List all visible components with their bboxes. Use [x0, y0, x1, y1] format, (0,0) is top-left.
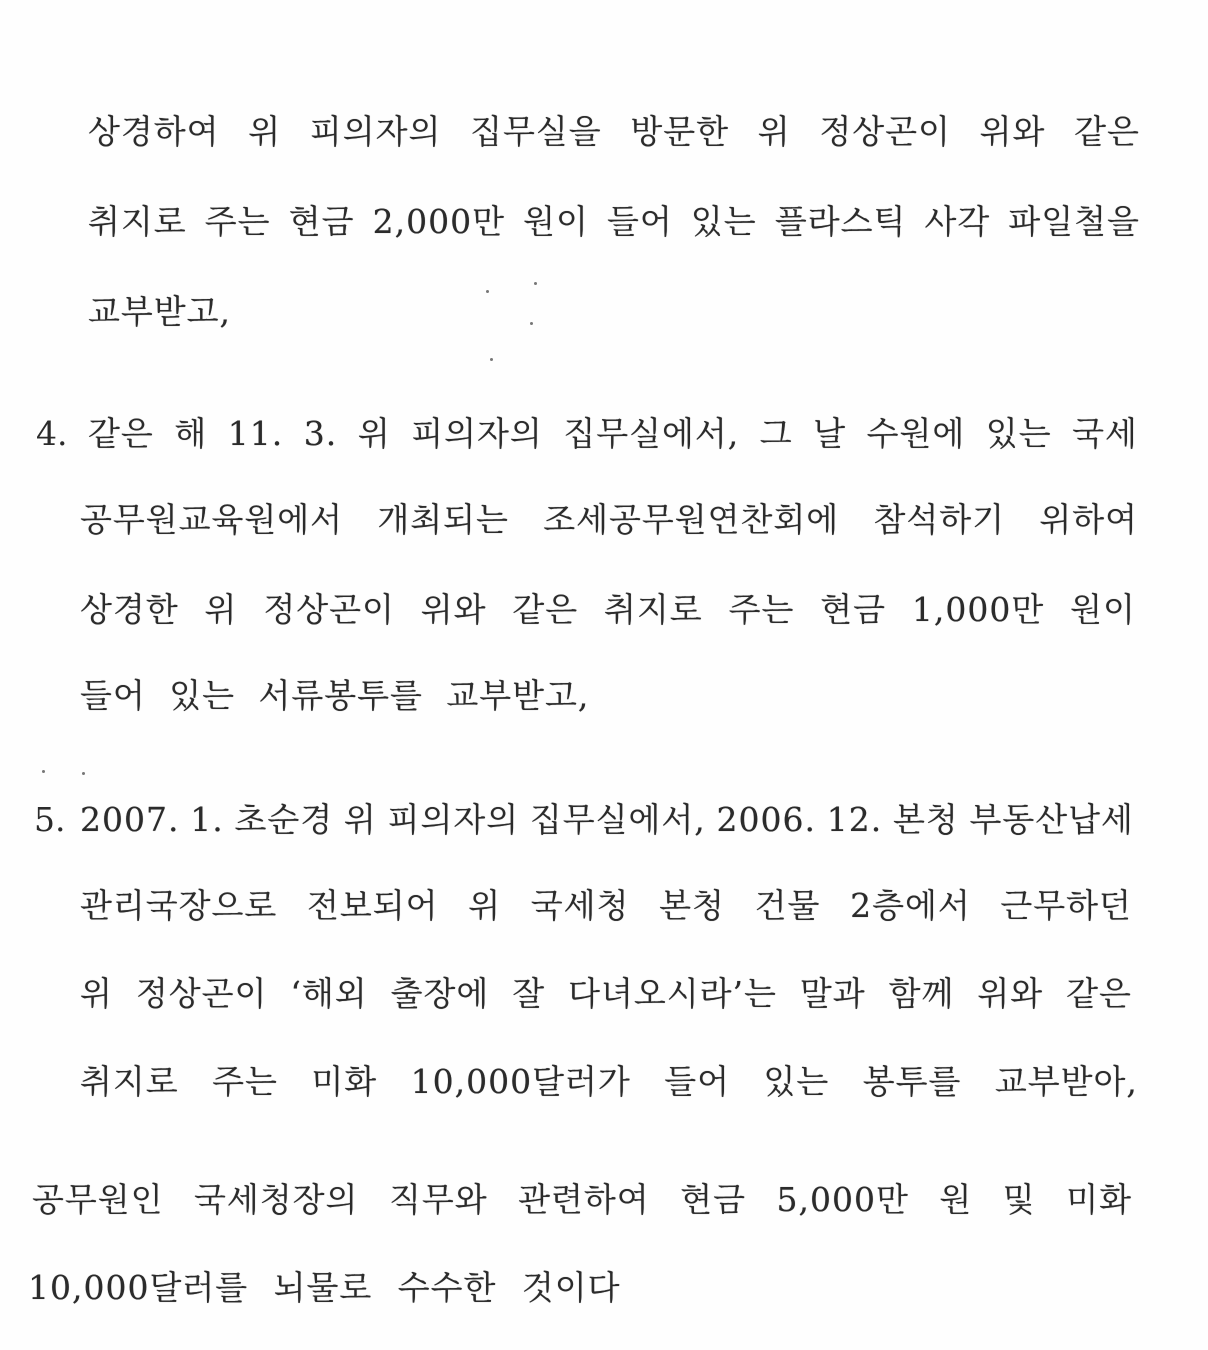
word: 5,000만: [776, 1180, 909, 1219]
word: 초순경: [234, 800, 334, 839]
item-4-line-1: [88, 414, 1138, 454]
word: 수원에: [866, 414, 966, 453]
word: 같은: [1066, 974, 1132, 1013]
paragraph-3-line-2: [88, 202, 1140, 242]
scan-speck: [42, 770, 45, 773]
word: 날: [813, 414, 847, 453]
word: 위: [204, 590, 238, 629]
conclusion-line-1: [32, 1180, 1132, 1220]
word: 원이: [523, 202, 589, 241]
item-5-line-2: [80, 886, 1132, 926]
word: 집무실에서,: [529, 800, 706, 839]
word: 2,000만: [372, 202, 505, 241]
word: 1.: [190, 800, 224, 839]
word: 집무실을: [470, 112, 602, 151]
word: 국세청: [530, 886, 630, 925]
word: 해: [174, 414, 208, 453]
word: 함께: [888, 974, 955, 1013]
word: 국세청장의: [194, 1180, 359, 1219]
word: 참석하기: [873, 500, 1005, 539]
word: 1,000만: [911, 590, 1045, 629]
word: 파일철을: [1008, 202, 1140, 241]
word: 출장에: [390, 974, 490, 1013]
word: 잘: [512, 974, 546, 1013]
word: 있는: [985, 414, 1052, 453]
word: 국세: [1072, 414, 1138, 453]
word: 현금: [680, 1180, 746, 1219]
word: 위: [80, 974, 113, 1013]
word: 같은: [1074, 112, 1140, 151]
word: 관리국장으로: [80, 886, 278, 925]
word: 전보되어: [306, 886, 439, 925]
item-5-line-4: 취지로 주는 미화 10,000달러가 들어 있는 봉투를 교부받아,: [80, 1062, 1138, 1101]
word: 정상곤이: [819, 112, 951, 151]
word: 플라스틱: [774, 202, 907, 241]
scan-speck: [490, 358, 493, 361]
word: 본청: [659, 886, 725, 925]
word: 정상곤이: [135, 974, 268, 1013]
word: 들어: [607, 202, 673, 241]
word: 12.: [826, 800, 883, 839]
word: 정상곤이: [263, 590, 395, 629]
word: 사각: [924, 202, 991, 241]
word: 있는: [690, 202, 757, 241]
item-4-line-3: [80, 590, 1136, 630]
item-4-line-4: 들어 있는 서류봉투를 교부받고,: [80, 676, 590, 715]
word: 위와: [977, 974, 1044, 1013]
conclusion-line-2: 10,000달러를 뇌물로 수수한 것이다: [28, 1268, 621, 1307]
word: 원: [939, 1180, 973, 1219]
word: 위: [357, 414, 391, 453]
word: 상경하여: [88, 112, 220, 151]
word: 2006.: [716, 800, 816, 839]
word: 피의자의: [309, 112, 442, 151]
word: 집무실에서,: [563, 414, 740, 453]
item-5-number: 5.: [34, 800, 66, 839]
word: 말과: [799, 974, 866, 1013]
word: 피의자의: [411, 414, 543, 453]
word: 같은: [88, 414, 154, 453]
word: 조세공무원연찬회에: [543, 500, 840, 539]
scan-speck: [82, 772, 85, 775]
word: 공무원교육원에서: [80, 500, 344, 539]
word: 취지로: [604, 590, 703, 629]
word: 위하여: [1039, 500, 1138, 539]
item-4-number: 4.: [36, 414, 68, 453]
word: 및: [1002, 1180, 1036, 1219]
word: 개최되는: [377, 500, 509, 539]
word: 위: [248, 112, 282, 151]
word: 직무와: [388, 1180, 488, 1219]
word: 3.: [303, 414, 338, 453]
word: 현금: [288, 202, 355, 241]
word: 그: [759, 414, 793, 453]
word: 위: [468, 886, 502, 925]
scan-speck: [530, 322, 533, 325]
word: 취지로: [88, 202, 187, 241]
word: 방문한: [630, 112, 730, 151]
word: 위: [757, 112, 791, 151]
word: 위와: [420, 590, 487, 629]
word: 공무원인: [32, 1180, 164, 1219]
paragraph-3-line-3: 교부받고,: [88, 292, 232, 331]
word: 부동산납세: [969, 800, 1134, 839]
word: 건물: [754, 886, 821, 925]
word: 관련하여: [518, 1180, 650, 1219]
word: 본청: [893, 800, 959, 839]
word: 현금: [820, 590, 886, 629]
word: 원이: [1070, 590, 1136, 629]
word: 같은: [512, 590, 579, 629]
item-5-line-1: [80, 800, 1134, 840]
word: 근무하던: [1000, 886, 1132, 925]
word: 2007.: [80, 800, 180, 839]
word: 위: [343, 800, 377, 839]
word: 2층에서: [850, 886, 971, 925]
word: 주는: [204, 202, 271, 241]
word: 주는: [728, 590, 795, 629]
paragraph-3-line-1: [88, 112, 1140, 152]
item-5-line-3: [80, 974, 1132, 1014]
word: ‘해외: [290, 974, 368, 1013]
word: 11.: [227, 414, 284, 453]
word: 다녀오시라’는: [568, 974, 777, 1013]
scan-speck: [486, 290, 489, 293]
word: 피의자의: [387, 800, 520, 839]
word: 미화: [1066, 1180, 1132, 1219]
word: 상경한: [80, 590, 179, 629]
item-4-line-2: [80, 500, 1138, 540]
scan-speck: [534, 282, 537, 285]
word: 위와: [979, 112, 1046, 151]
